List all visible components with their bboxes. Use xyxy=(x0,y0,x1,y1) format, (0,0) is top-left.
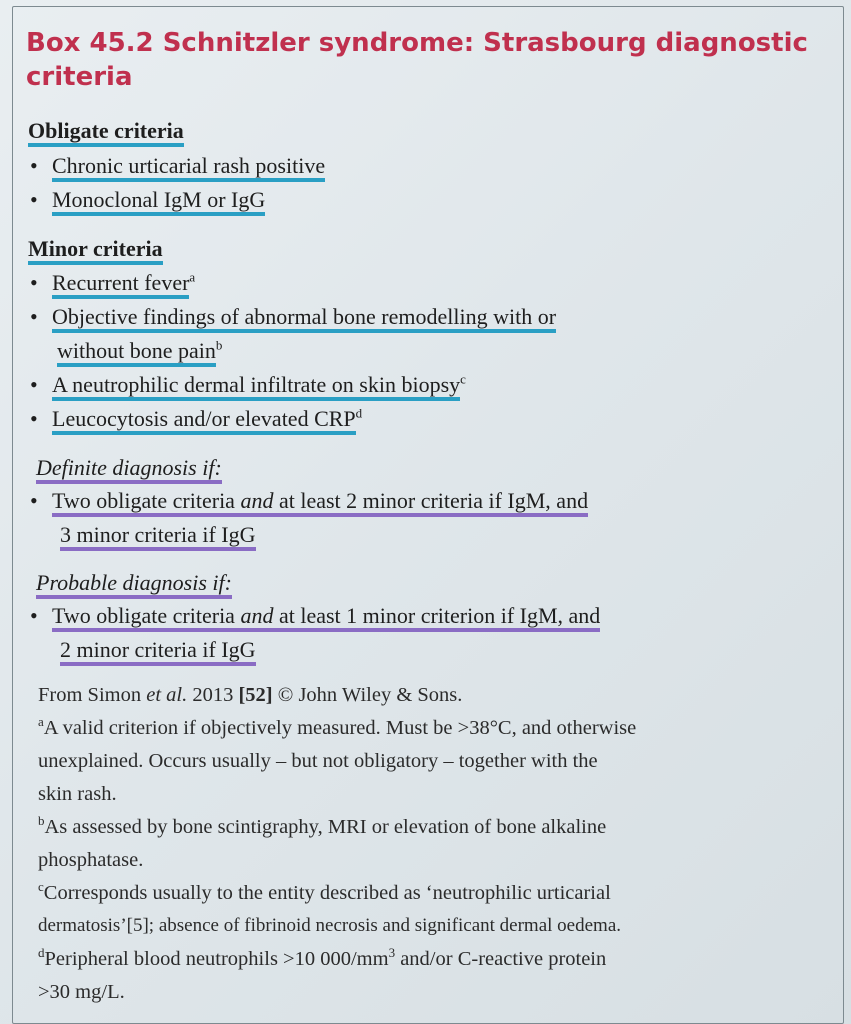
footnote-d: $^d$Peripheral blood neutrophils >10 $000/mm^3$ and/or C-reactive protein xyxy=(38,945,607,970)
definite-item-cont xyxy=(60,522,256,548)
minor-item-2-cont xyxy=(57,338,222,364)
probable-text-line2: 2 minor criteria if IgG xyxy=(60,637,256,666)
minor-item-text: Recurrent fever xyxy=(52,270,189,299)
footnote-b-cont: phosphatase. xyxy=(38,849,144,871)
footnote-a-cont: unexplained. Occurs usually – but not obligatory – together with the xyxy=(38,750,598,772)
definite-item: • Two obligate criteria and at least 2 minor criteria if IgM, and xyxy=(30,488,588,514)
obligate-item-text: Chronic urticarial rash positive xyxy=(52,153,325,182)
obligate-item-2: • Monoclonal IgM or IgG xyxy=(30,187,265,213)
footnote-c: $^c$Corresponds usually to the entity described as ‘neutrophilic urticarial xyxy=(38,879,611,904)
reference-number: [52] xyxy=(238,684,273,706)
minor-item-2: • Objective findings of abnormal bone remodelling with or xyxy=(30,304,556,330)
probable-text-post: at least 1 minor criterion if IgM, and xyxy=(273,603,601,628)
footnote-ref: b xyxy=(215,337,223,353)
probable-and: and xyxy=(240,603,274,628)
probable-text-pre: Two obligate criteria xyxy=(52,603,241,628)
footnote-a-cont: skin rash. xyxy=(38,783,117,805)
definite-heading xyxy=(36,455,222,481)
footnote-d-cont: >30 mg/L. xyxy=(38,981,125,1003)
source-line: From Simon et al. 2013 [52] © John Wiley & Sons. xyxy=(38,684,463,706)
footnote-ref: d xyxy=(355,405,363,421)
box-title: Box 45.2 Schnitzler syndrome: Strasbourg diagnostic criteria xyxy=(26,28,808,92)
footnote-b: $^b$As assessed by bone scintigraphy, MRI or elevation of bone alkaline xyxy=(38,813,607,838)
definite-heading-text: Definite diagnosis if: xyxy=(36,455,222,484)
definite-text-post: at least 2 minor criteria if IgM, and xyxy=(273,488,589,513)
footnote-ref: c xyxy=(460,371,466,387)
minor-item-1: • Recurrent fever$^a$ xyxy=(30,270,195,296)
probable-item: • Two obligate criteria and at least 1 minor criterion if IgM, and xyxy=(30,603,600,629)
minor-heading-text: Minor criteria xyxy=(28,236,163,265)
minor-item-4: • Leucocytosis and/or elevated CRP$^d$ xyxy=(30,406,362,432)
obligate-heading xyxy=(28,118,184,144)
footnote-a: $^a$A valid criterion if objectively measured. Must be >38°C, and otherwise xyxy=(38,714,637,739)
probable-heading-text: Probable diagnosis if: xyxy=(36,570,232,599)
minor-item-text: Objective findings of abnormal bone remodelling with or xyxy=(52,304,556,333)
probable-heading xyxy=(36,570,232,596)
obligate-item-1: • Chronic urticarial rash positive xyxy=(30,153,325,179)
minor-item-3: • A neutrophilic dermal infiltrate on skin biopsy$^c$ xyxy=(30,372,466,398)
obligate-heading-text: Obligate criteria xyxy=(28,118,184,147)
definite-and: and xyxy=(240,488,274,513)
definite-text-line2: 3 minor criteria if IgG xyxy=(60,522,256,551)
footnote-ref: a xyxy=(189,269,196,285)
minor-heading xyxy=(28,236,163,262)
footnote-c-cont: dermatosis’[5]; absence of fibrinoid necrosis and significant dermal oedema. xyxy=(38,915,621,936)
probable-item-cont xyxy=(60,637,256,663)
minor-item-text: without bone pain xyxy=(57,338,216,367)
minor-item-text: A neutrophilic dermal infiltrate on skin biopsy xyxy=(52,372,460,401)
obligate-item-text: Monoclonal IgM or IgG xyxy=(52,187,265,216)
definite-text-pre: Two obligate criteria xyxy=(52,488,241,513)
minor-item-text: Leucocytosis and/or elevated CRP xyxy=(52,406,356,435)
